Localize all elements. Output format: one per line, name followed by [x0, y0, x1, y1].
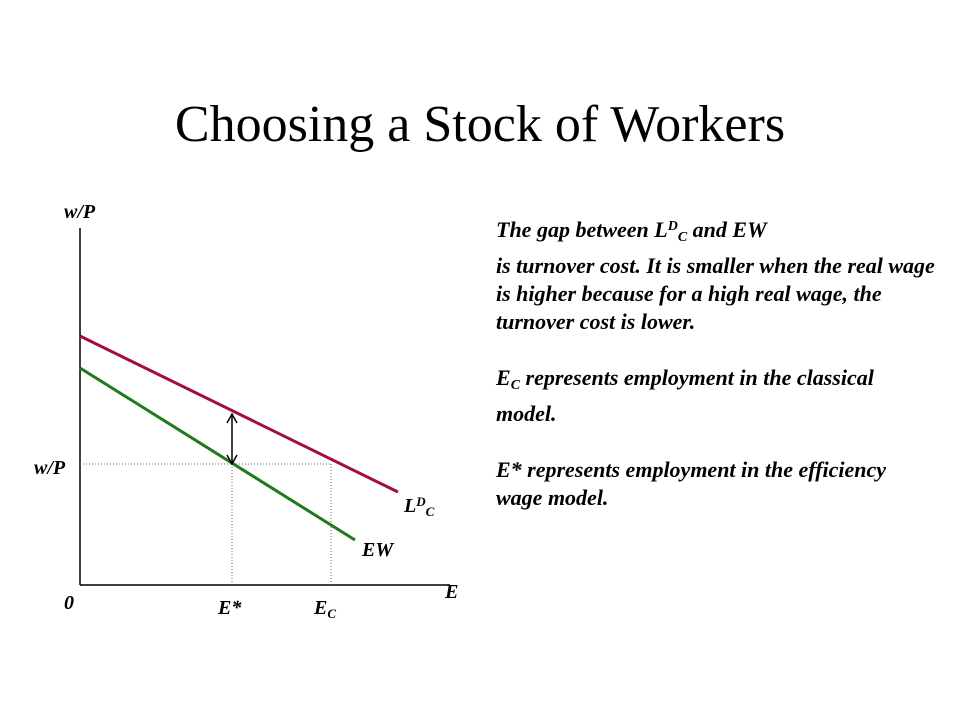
- turnover-gap-arrow: [227, 414, 237, 464]
- y-axis-label: w/P: [64, 201, 96, 223]
- e-c-tick-label: $E_C$: [314, 597, 337, 621]
- ldc-curve-label: $L^D_C$: [404, 494, 435, 519]
- slide-title: Choosing a Stock of Workers: [174, 96, 786, 153]
- turnover-cost-note: The gap between $L^D_C$ and EW is turnover cost. It is smaller when the real wage is higher because for a high real wage, the turnover cost is lower.: [496, 217, 935, 334]
- wage-level-label: w/P: [34, 457, 66, 479]
- x-axis-label: E: [445, 581, 459, 603]
- efficiency-wage-note: E* represents employment in the efficiency wage model.: [496, 457, 887, 510]
- explanation-text: [496, 213, 936, 512]
- classical-model-note: $E_C$ represents employment in the classical model.: [496, 365, 874, 426]
- origin-label: 0: [64, 592, 74, 614]
- e-star-tick-label: E*: [218, 597, 242, 619]
- ew-curve: [80, 368, 355, 540]
- ew-curve-label: EW: [362, 539, 394, 561]
